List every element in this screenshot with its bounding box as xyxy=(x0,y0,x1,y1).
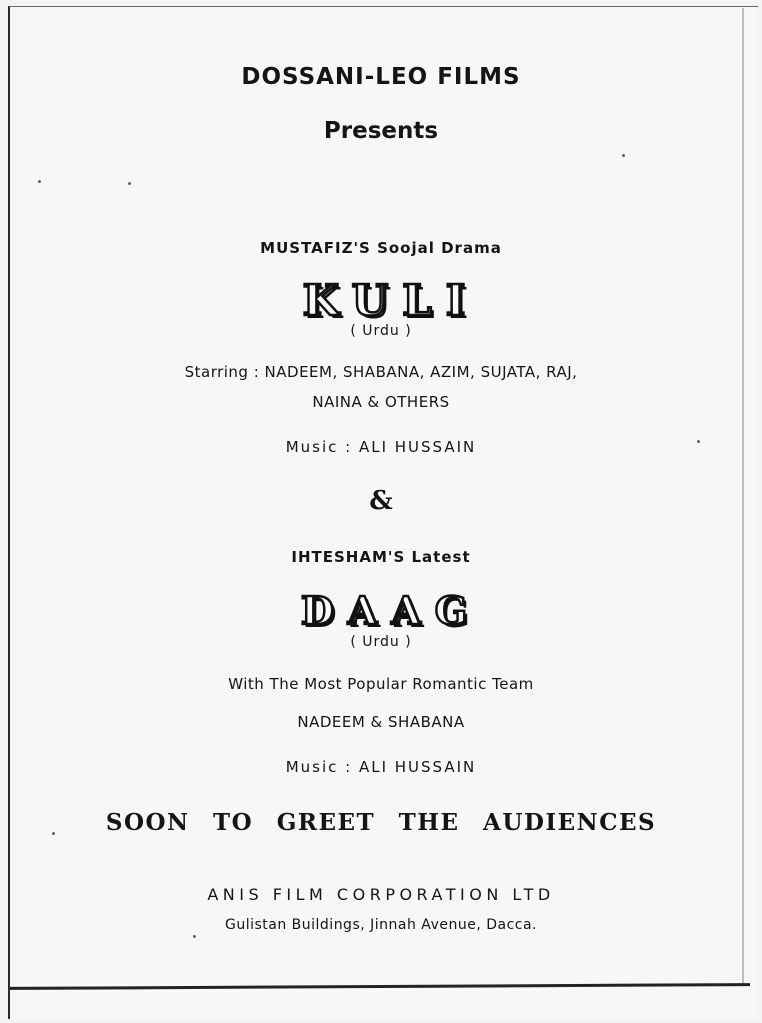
film2-lead-pair: NADEEM & SHABANA xyxy=(297,713,465,731)
print-speck xyxy=(193,935,196,938)
print-speck xyxy=(622,154,625,157)
distributor-name: ANIS FILM CORPORATION LTD xyxy=(207,885,555,904)
film1-music-credit: Music : ALI HUSSAIN xyxy=(285,438,477,456)
release-announcement: SOON TO GREET THE AUDIENCES xyxy=(105,809,657,836)
film1-starring-line2: NAINA & OTHERS xyxy=(312,393,450,411)
film1-starring-line1: Starring : NADEEM, SHABANA, AZIM, SUJATA, RAJ, xyxy=(184,363,578,381)
print-speck xyxy=(52,832,55,835)
film2-team-line: With The Most Popular Romantic Team xyxy=(228,675,534,693)
film2-title: DAAG xyxy=(300,588,482,633)
film1-tagline: MUSTAFIZ'S Soojal Drama xyxy=(260,239,502,257)
studio-name: DOSSANI-LEO FILMS xyxy=(241,64,521,90)
ampersand-divider: & xyxy=(369,486,393,516)
film1-language: ( Urdu ) xyxy=(350,323,412,339)
film2-tagline: IHTESHAM'S Latest xyxy=(291,548,471,566)
presents-label: Presents xyxy=(323,118,439,144)
distributor-address: Gulistan Buildings, Jinnah Avenue, Dacca. xyxy=(224,917,538,933)
print-speck xyxy=(128,182,131,185)
print-speck xyxy=(38,180,41,183)
print-speck xyxy=(697,440,700,443)
film2-music-credit: Music : ALI HUSSAIN xyxy=(285,758,477,776)
film2-language: ( Urdu ) xyxy=(350,634,412,650)
film1-title: KULI xyxy=(302,276,480,325)
